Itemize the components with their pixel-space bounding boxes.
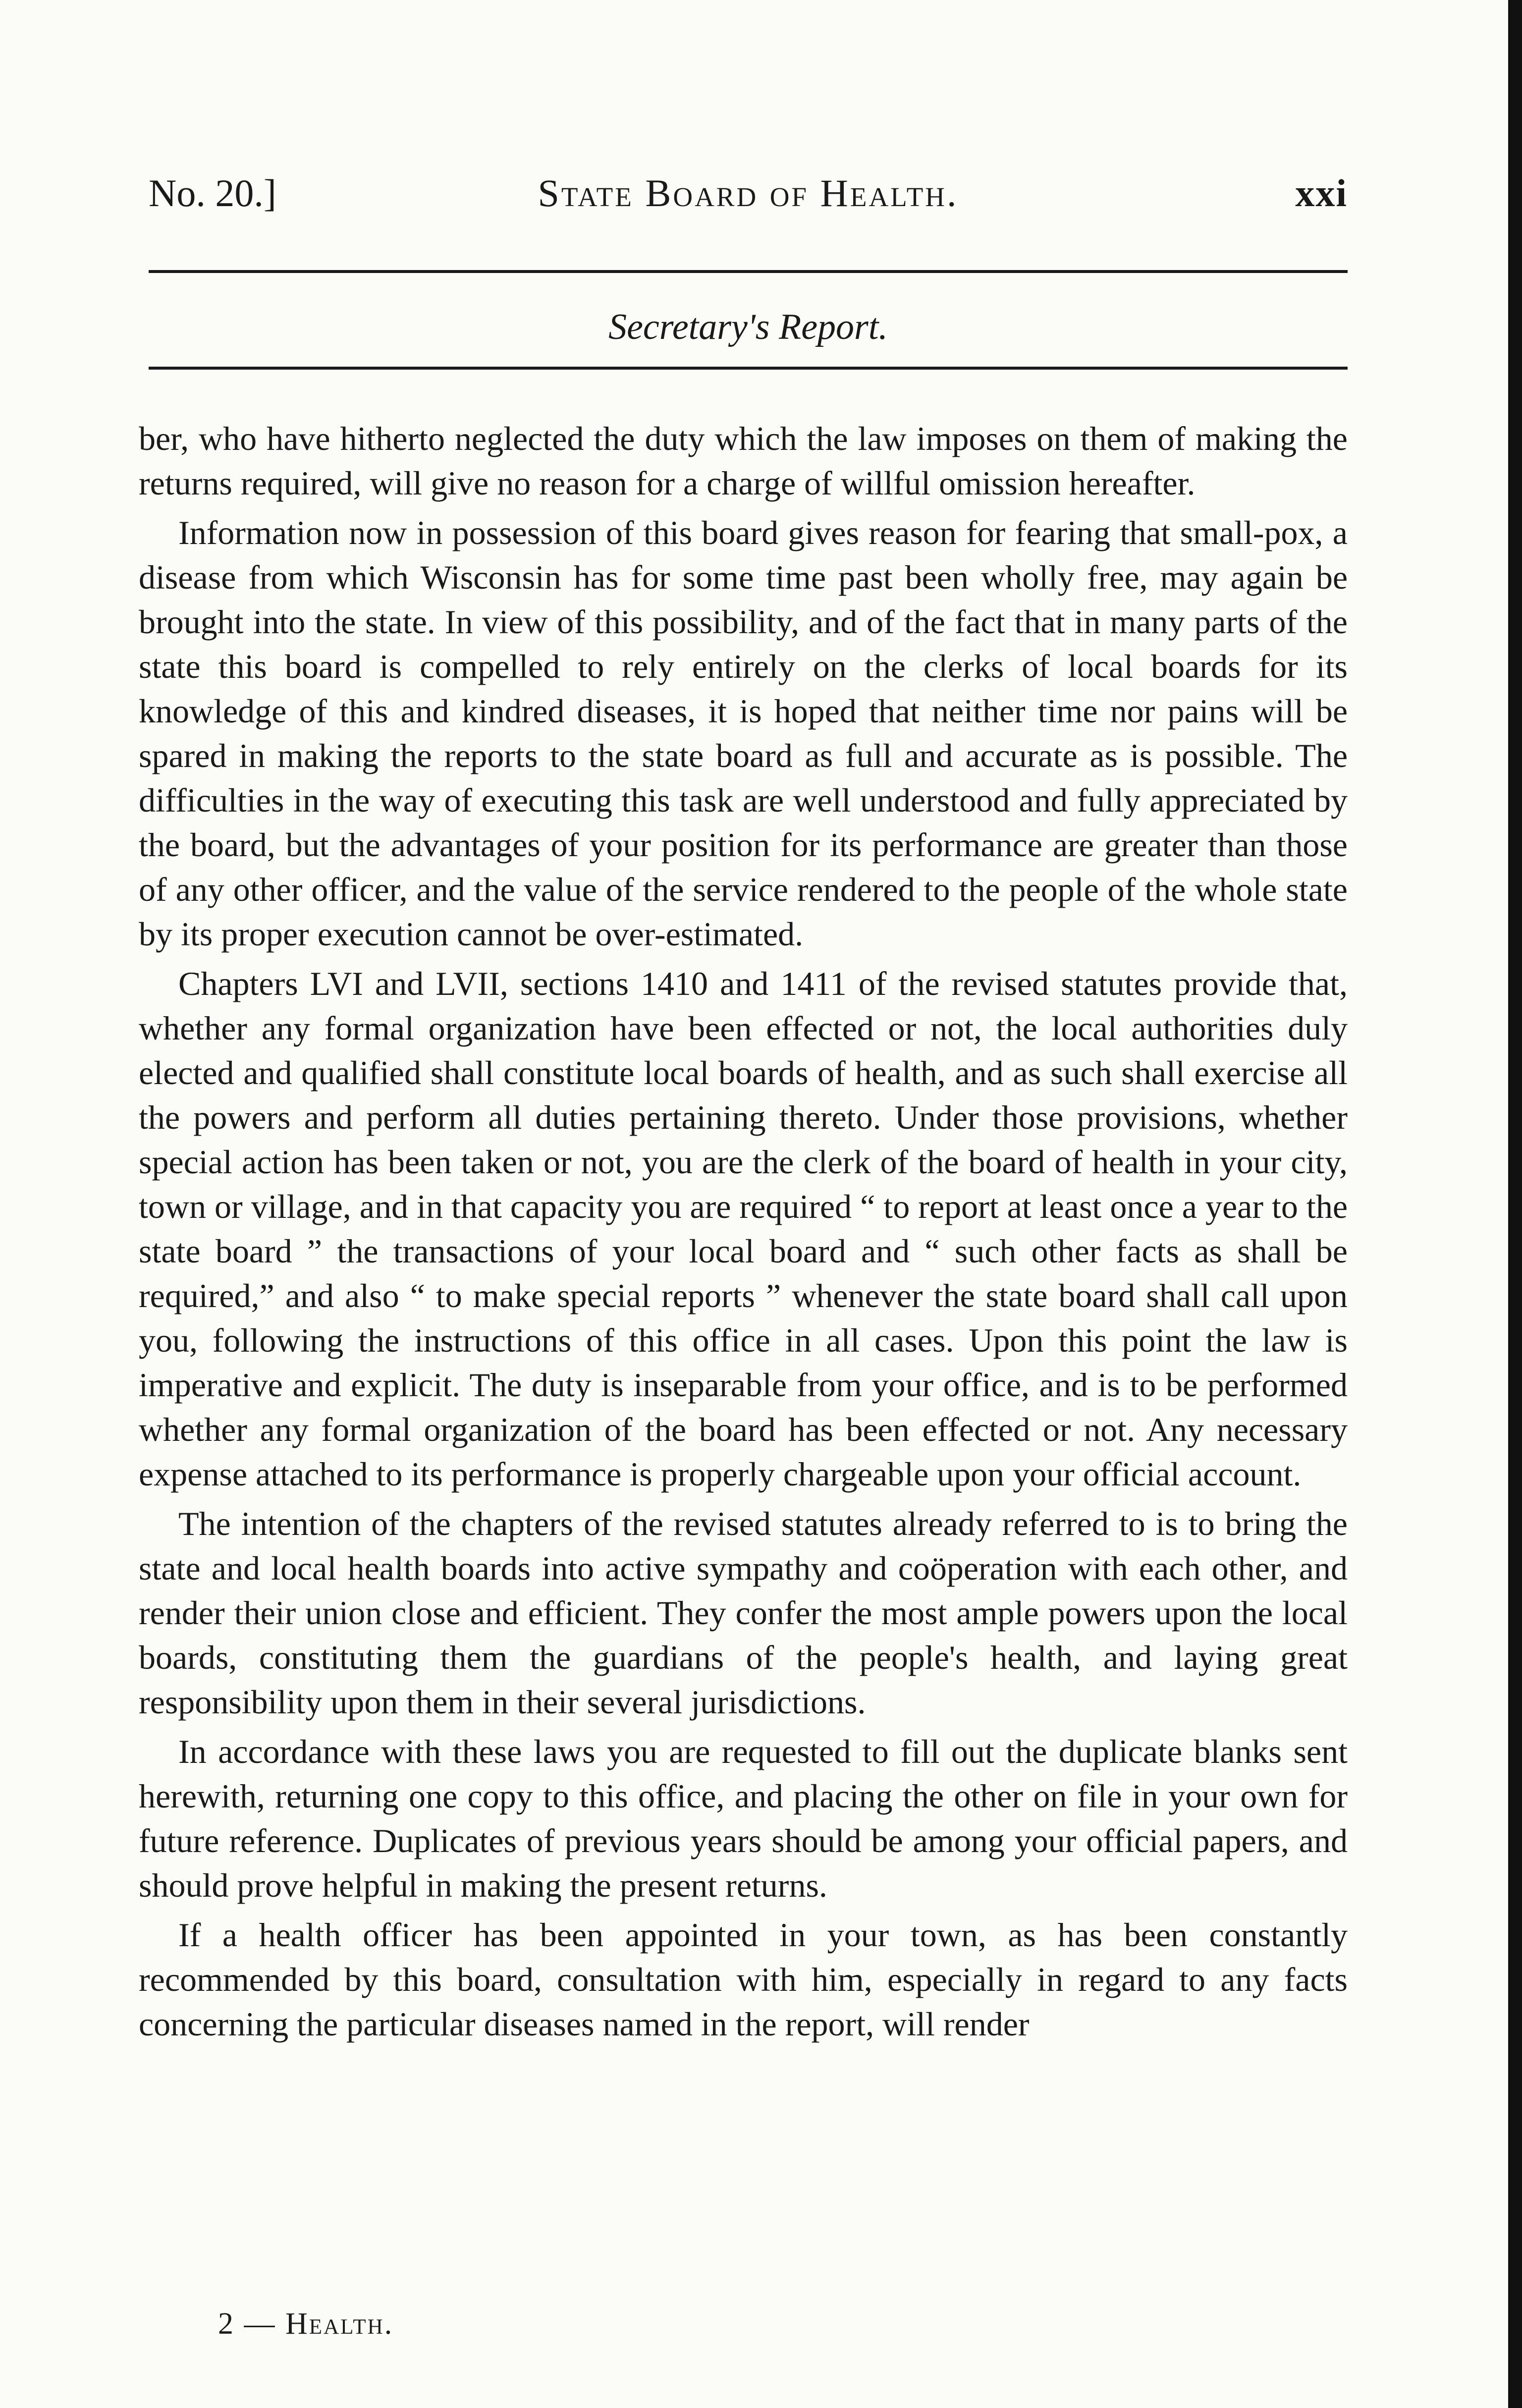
running-header — [149, 168, 1348, 218]
paragraph: The intention of the chapters of the revised statutes already referred to is to bring the state and local health boards into active sympathy and coöperation with each other, and render their union close and efficient. They confer the most ample powers upon the local boards, constituting them the guardians of the people's health, and laying great responsibility upon them in their several jurisdictions. — [139, 1505, 1348, 1721]
scan-edge — [1508, 0, 1522, 2408]
page-number: xxi — [1295, 171, 1348, 215]
body-text — [139, 416, 1348, 2051]
document-number: No. 20.] — [149, 171, 276, 215]
paragraph: Chapters LVI and LVII, sections 1410 and 1411 of the revised statutes provide that, whether any formal organization have been effected or not, the local authorities duly elected and qualified shall constitute local boards of health, and as such shall exercise all the powers and perform all duties pertaining thereto. Under those provisions, whether special action has been taken or not, you are the clerk of the board of health in your city, town or village, and in that capacity you are required “ to report at least once a year to the state board ” the transactions of your local board and “ such other facts as shall be required,” and also “ to make special reports ” whenever the state board shall call upon you, following the instructions of this office in all cases. Upon this point the law is imperative and explicit. The duty is inseparable from your office, and is to be performed whether any formal organization of the board has been effected or not. Any necessary expense attached to its performance is properly chargeable upon your official account. — [139, 965, 1348, 1493]
header-rule-bottom — [149, 367, 1348, 370]
publication-title: State Board of Health. — [538, 171, 959, 215]
paragraph: Information now in possession of this board gives reason for fearing that small-pox, a disease from which Wisconsin has for some time past been wholly free, may again be brought into the state. In view of this possibility, and of the fact that in many parts of the state this board is compelled to rely entirely on the clerks of local boards for its knowledge of this and kindred diseases, it is hoped that neither time nor pains will be spared in making the reports to the state board as full and accurate as is possible. The difficulties in the way of executing this task are well understood and fully appreciated by the board, but the advantages of your position for its performance are greater than those of any other officer, and the value of the service rendered to the people of the whole state by its proper execution cannot be over-estimated. — [139, 514, 1348, 953]
signature-mark: 2 — Health. — [218, 2307, 394, 2341]
paragraph: In accordance with these laws you are requested to fill out the duplicate blanks sent herewith, returning one copy to this office, and placing the other on file in your own for future reference. Duplicates of previous years should be among your official papers, and should prove helpful in making the present returns. — [139, 1733, 1348, 1904]
section-title: Secretary's Report. — [608, 307, 888, 347]
paragraph-continuation: ber, who have hitherto neglected the duty which the law imposes on them of making the returns required, will give no reason for a charge of willful omission hereafter. — [139, 420, 1348, 502]
header-rule-top — [149, 270, 1348, 273]
paragraph: If a health officer has been appointed in your town, as has been constantly recommended by this board, consultation with him, especially in regard to any facts concerning the particular diseases named in the report, will render — [139, 1916, 1348, 2043]
